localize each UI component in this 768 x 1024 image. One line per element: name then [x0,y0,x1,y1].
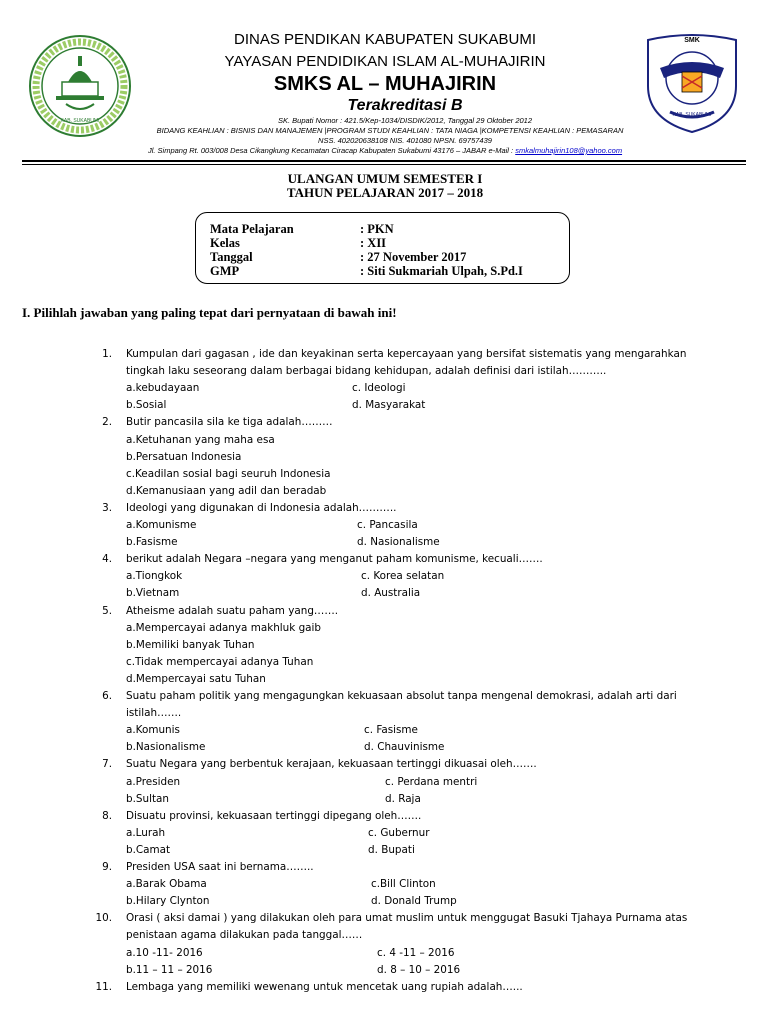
program-info: BIDANG KEAHLIAN : BISNIS DAN MANAJEMEN |PROGRAM STUDI KEAHLIAN : TATA NIAGA |KOMPETENSI KEAHLIAN : PEMASARAN [156,126,624,135]
accreditation-label: Terakreditasi B [347,97,463,114]
answer-option: b.Fasisme [126,536,178,549]
info-value: : Siti Sukmariah Ulpah, S.Pd.I [360,264,523,278]
question-text: Butir pancasila sila ke tiga adalah……… [126,416,333,429]
answer-option: b.Vietnam [126,587,180,600]
answer-option: b.Nasionalisme [126,741,206,754]
answer-option: d. Raja [385,792,421,805]
answer-option: b.Camat [126,843,171,856]
answer-option: b.Persatuan Indonesia [126,450,242,463]
answer-option: c. Perdana mentri [385,775,478,788]
answer-option: c. Korea selatan [361,570,445,583]
info-value: : XII [360,236,387,250]
info-label: Kelas [210,236,240,250]
agency-name: DINAS PENDIKAN KABUPATEN SUKABUMI [233,31,536,48]
answer-option: c. Fasisme [364,724,418,737]
question-text: Orasi ( aksi damai ) yang dilakukan oleh para umat muslim untuk menggugat Basuki Tjahaya Purnama atas [126,912,688,925]
answer-option: a.kebudayaan [126,382,200,395]
answer-option: d.Mempercayai satu Tuhan [126,672,266,685]
answer-option: b.Hilary Clynton [126,895,210,908]
answer-option: c. 4 -11 – 2016 [377,946,455,959]
answer-option: a.10 -11- 2016 [126,946,203,959]
question-number: 10. [95,912,112,925]
question-number: 8. [102,809,112,822]
question-text: Lembaga yang memiliki wewenang untuk mencetak uang rupiah adalah…... [126,980,523,993]
answer-option: d. Donald Trump [371,895,457,908]
question-text: Suatu Negara yang berbentuk kerajaan, kekuasaan tertinggi dikuasai oleh……. [126,758,537,771]
answer-option: a.Barak Obama [126,878,207,891]
question-text: Ideologi yang digunakan di Indonesia adalah……….. [126,501,397,514]
logo-right-title: SMK [684,37,700,44]
question-text: berikut adalah Negara –negara yang menganut paham komunisme, kecuali……. [126,553,543,566]
info-value: : PKN [360,222,394,236]
question-number: 11. [95,980,112,993]
question-number: 2. [102,416,112,429]
question-number: 5. [102,604,112,617]
foundation-name: YAYASAN PENDIDIKAN ISLAM AL-MUHAJIRIN [224,53,546,70]
question-text: Kumpulan dari gagasan , ide dan keyakinan serta kepercayaan yang bersifat sistematis yang mengarahkan [126,348,687,360]
answer-option: b.Sultan [126,792,169,805]
section-instruction: I. Pilihlah jawaban yang paling tepat dari pernyataan di bawah ini! [22,305,397,320]
answer-option: a.Lurah [126,826,166,839]
answer-option: a.Komunis [126,724,180,737]
question-number: 6. [102,690,112,702]
logo-left-caption: KAB. SUKABUMI [60,118,100,124]
answer-option: a.Tiongkok [126,570,183,583]
exam-year: TAHUN PELAJARAN 2017 – 2018 [286,185,484,200]
info-label: Tanggal [210,250,253,264]
answer-option: b.Sosial [126,399,167,412]
question-text: tingkah laku seseorang dalam berbagai bidang kehidupan, adalah definisi dari istilah……….. [126,365,607,378]
answer-option: a.Ketuhanan yang maha esa [126,433,275,446]
exam-title: ULANGAN UMUM SEMESTER I [287,171,483,186]
answer-option: a.Presiden [126,775,181,788]
answer-option: a.Mempercayai adanya makhluk gaib [126,621,322,634]
address-text: Jl. Simpang Rt. 003/008 Desa Cikangkung Kecamatan Ciracap Kabupaten Sukabumi 43176 – JABAR e-Mail : [147,146,516,155]
answer-option: d. 8 – 10 – 2016 [377,963,461,976]
info-label: GMP [210,264,240,278]
question-number: 4. [102,553,112,566]
info-value: : 27 November 2017 [360,250,467,264]
answer-option: c. Gubernur [368,826,430,839]
email-link[interactable]: smkalmuhajirin108@yahoo.com [515,146,623,155]
question-number: 3. [102,501,112,514]
question-number: 7. [102,758,112,771]
answer-option: c. Ideologi [352,382,406,395]
answer-option: c.Tidak mempercayai adanya Tuhan [126,655,314,668]
question-number: 1. [102,348,112,360]
info-label: Mata Pelajaran [210,222,294,236]
question-text: Atheisme adalah suatu paham yang……. [126,604,339,617]
answer-option: a.Komunisme [126,519,197,531]
answer-option: d.Kemanusiaan yang adil dan beradab [126,484,327,497]
question-text: Disuatu provinsi, kekuasaan tertinggi dipegang oleh……. [126,809,422,822]
answer-option: b.11 – 11 – 2016 [126,963,213,976]
answer-option: b.Memiliki banyak Tuhan [126,638,255,651]
logo-right-caption: KAB. SUKABUMI [672,112,712,118]
answer-option: d. Masyarakat [352,399,426,412]
answer-option: c. Pancasila [357,519,418,531]
answer-option: c.Keadilan sosial bagi seuruh Indonesia [126,467,331,480]
answer-option: c.Bill Clinton [371,878,436,891]
answer-option: d. Bupati [368,843,415,856]
answer-option: d. Australia [361,587,421,600]
question-text: istilah……. [126,707,182,720]
sk-decree: SK. Bupati Nomor : 421.5/Kep-1034/DISDIK/2012, Tanggal 29 Oktober 2012 [277,116,533,125]
answer-option: d. Nasionalisme [357,536,440,549]
question-text: Presiden USA saat ini bernama…….. [126,861,314,873]
question-text: Suatu paham politik yang mengagungkan kekuasaan absolut tanpa mengenal demokrasi, adalah arti dari [126,690,677,702]
answer-option: d. Chauvinisme [364,741,445,754]
question-text: penistaan agama dilakukan pada tanggal…… [126,929,363,942]
school-numbers: NSS. 402020638108 NIS. 401080 NPSN. 69757439 [318,136,492,145]
question-number: 9. [102,861,112,873]
school-name: SMKS AL – MUHAJIRIN [273,73,497,95]
